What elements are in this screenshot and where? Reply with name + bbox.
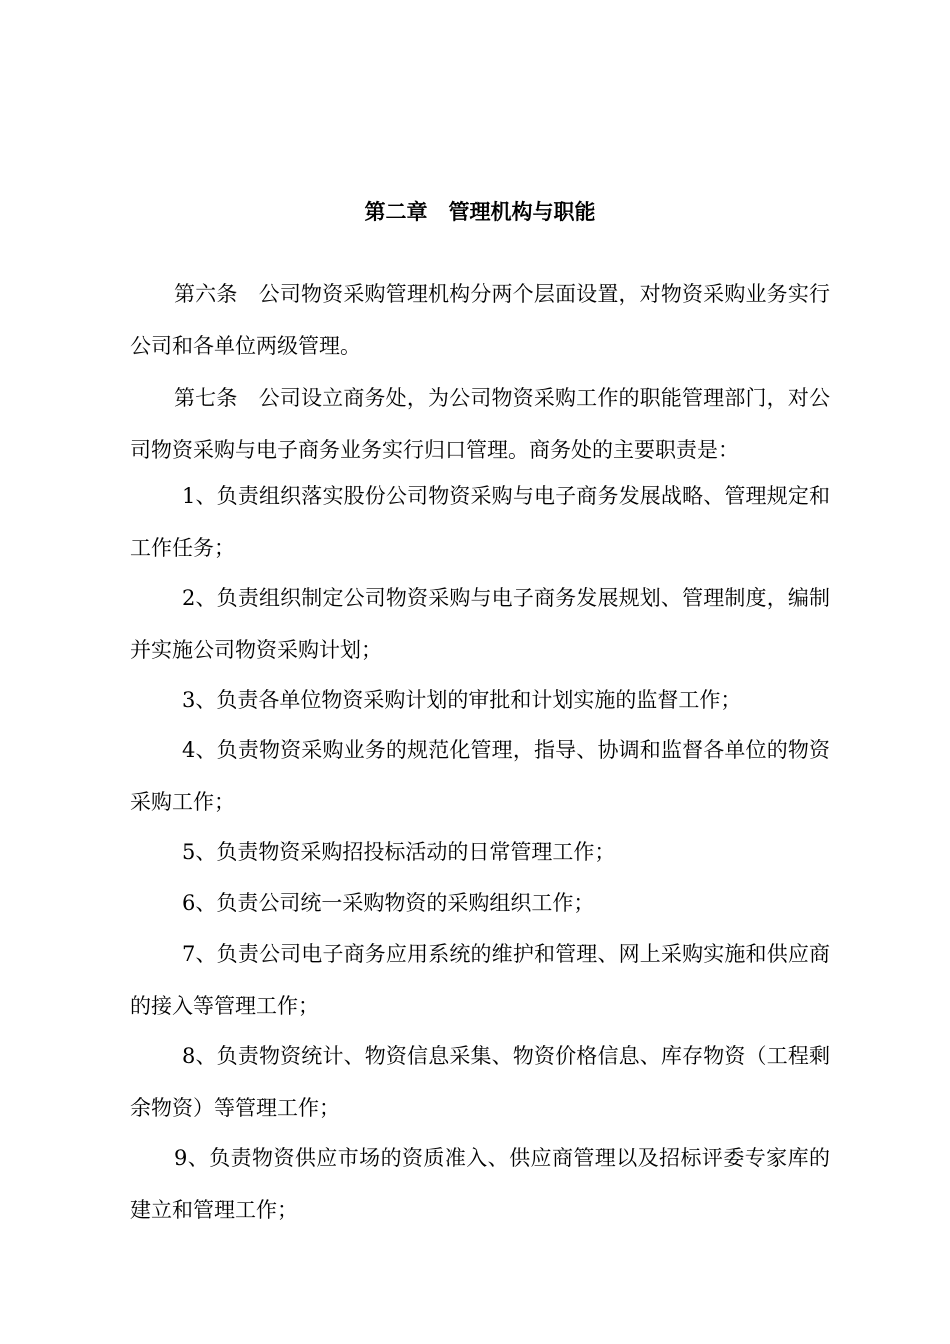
- article-7-paragraph: 第七条 公司设立商务处，为公司物资采购工作的职能管理部门，对公司物资采购与电子商务业务实行归口管理。商务处的主要职责是：: [130, 386, 830, 462]
- duty-item-1: 1、负责组织落实股份公司物资采购与电子商务发展战略、管理规定和工作任务；: [130, 484, 830, 560]
- duty-item-4: 4、负责物资采购业务的规范化管理，指导、协调和监督各单位的物资采购工作；: [130, 738, 830, 814]
- duty-item-7: 7、负责公司电子商务应用系统的维护和管理、网上采购实施和供应商的接入等管理工作；: [130, 942, 830, 1018]
- duty-item-5: 5、负责物资采购招投标活动的日常管理工作；: [182, 840, 616, 864]
- duty-item-8: 8、负责物资统计、物资信息采集、物资价格信息、库存物资（工程剩余物资）等管理工作；: [130, 1044, 830, 1120]
- duty-item-3: 3、负责各单位物资采购计划的审批和计划实施的监督工作；: [182, 688, 742, 712]
- chapter-title: 第二章 管理机构与职能: [364, 200, 596, 224]
- duty-item-6: 6、负责公司统一采购物资的采购组织工作；: [182, 891, 595, 915]
- article-6-paragraph: 第六条 公司物资采购管理机构分两个层面设置，对物资采购业务实行公司和各单位两级管理。: [130, 282, 830, 358]
- duty-item-2: 2、负责组织制定公司物资采购与电子商务发展规划、管理制度，编制并实施公司物资采购计划；: [130, 586, 830, 662]
- duty-item-9: 9、负责物资供应市场的资质准入、供应商管理以及招标评委专家库的建立和管理工作；: [130, 1146, 830, 1222]
